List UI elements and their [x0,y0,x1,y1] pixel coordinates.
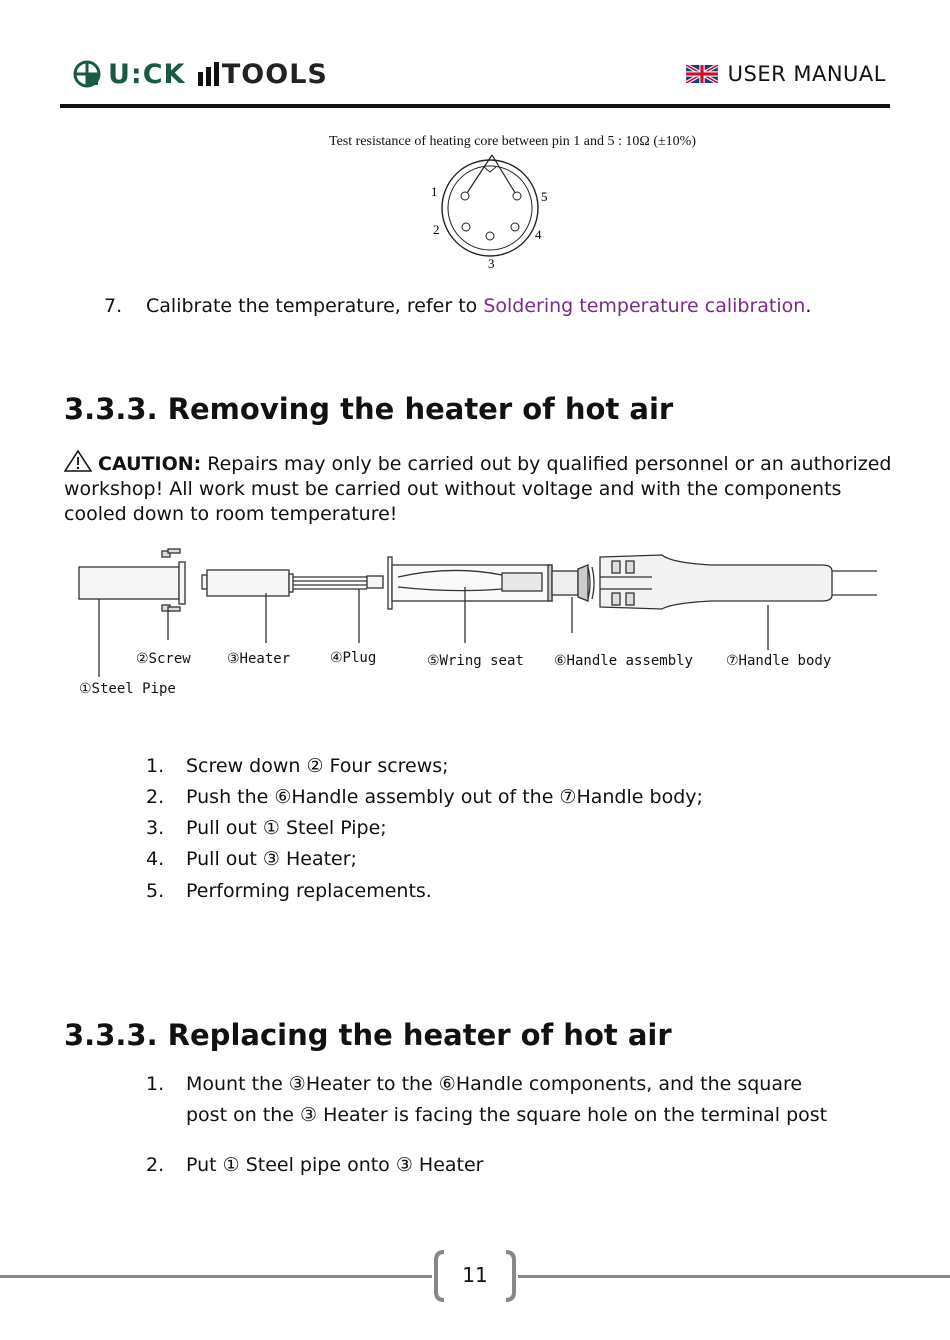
footer-rule-left [0,1275,432,1278]
step-7: 7. Calibrate the temperature, refer to Soldering temperature calibration. [104,295,812,317]
list-item: 1. Mount the ③Heater to the ⑥Handle components, and the square [146,1073,803,1095]
logo-mark-icon [72,59,102,89]
header-title: USER MANUAL [686,62,886,86]
hot-air-handle-diagram [72,545,882,705]
label-wiring-seat: ⑤Wring seat [427,653,524,669]
label-plug: ④Plug [330,650,377,666]
pin-1 [461,192,469,200]
list-item: 2. Put ① Steel pipe onto ③ Heater [146,1154,484,1176]
pin-label-3: 3 [488,256,495,271]
steel-pipe-part [79,549,185,611]
pin-4 [511,223,519,231]
pin-label-2: 2 [433,222,440,237]
label-handle-assembly: ⑥Handle assembly [554,653,693,669]
list-item: 4. Pull out ③ Heater; [146,848,357,870]
brand-logo [72,56,328,92]
section-title-replacing: 3.3.3. Replacing the heater of hot air [64,1018,672,1052]
handle-body-part [600,555,877,609]
footer-rule-right [518,1275,950,1278]
logo-bars-icon [196,60,222,86]
caution-notice: CAUTION: Repairs may only be carried out by qualified personnel or an authorized workshop! All work must be carried out without voltage and with the components cooled down to room temperature! [64,450,894,527]
warning-triangle-icon [64,450,92,472]
header-rule [60,104,890,108]
label-steel-pipe: ①Steel Pipe [79,681,176,697]
uk-flag-icon [686,65,718,83]
pin-5 [513,192,521,200]
label-heater: ③Heater [227,651,291,667]
logo-text: U:CK TOOLS [108,58,328,90]
section-title-removing: 3.3.3. Removing the heater of hot air [64,392,674,426]
list-item-continuation: post on the ③ Heater is facing the square hole on the terminal post [186,1104,828,1126]
list-item: 5. Performing replacements. [146,880,432,902]
list-item: 1. Screw down ② Four screws; [146,755,449,777]
connector-caption: Test resistance of heating core between pin 1 and 5 : 10Ω (±10%) [329,134,696,149]
page-number: 11 [462,1263,488,1287]
pin-2 [462,223,470,231]
pin-label-4: 4 [535,227,542,242]
label-screw: ②Screw [136,651,191,667]
pin-3 [486,232,494,240]
list-item: 2. Push the ⑥Handle assembly out of the ⑦Handle body; [146,786,703,808]
calibration-link[interactable]: Soldering temperature calibration [483,295,806,317]
caution-label: CAUTION: [98,453,202,475]
label-handle-body: ⑦Handle body [726,653,832,669]
pin-label-5: 5 [541,189,548,204]
pin-label-1: 1 [431,184,438,199]
list-item: 3. Pull out ① Steel Pipe; [146,817,387,839]
handle-assembly-part [552,565,594,601]
heater-part [202,570,383,596]
wiring-seat-part [388,557,552,609]
connector-pin-diagram [420,150,560,275]
